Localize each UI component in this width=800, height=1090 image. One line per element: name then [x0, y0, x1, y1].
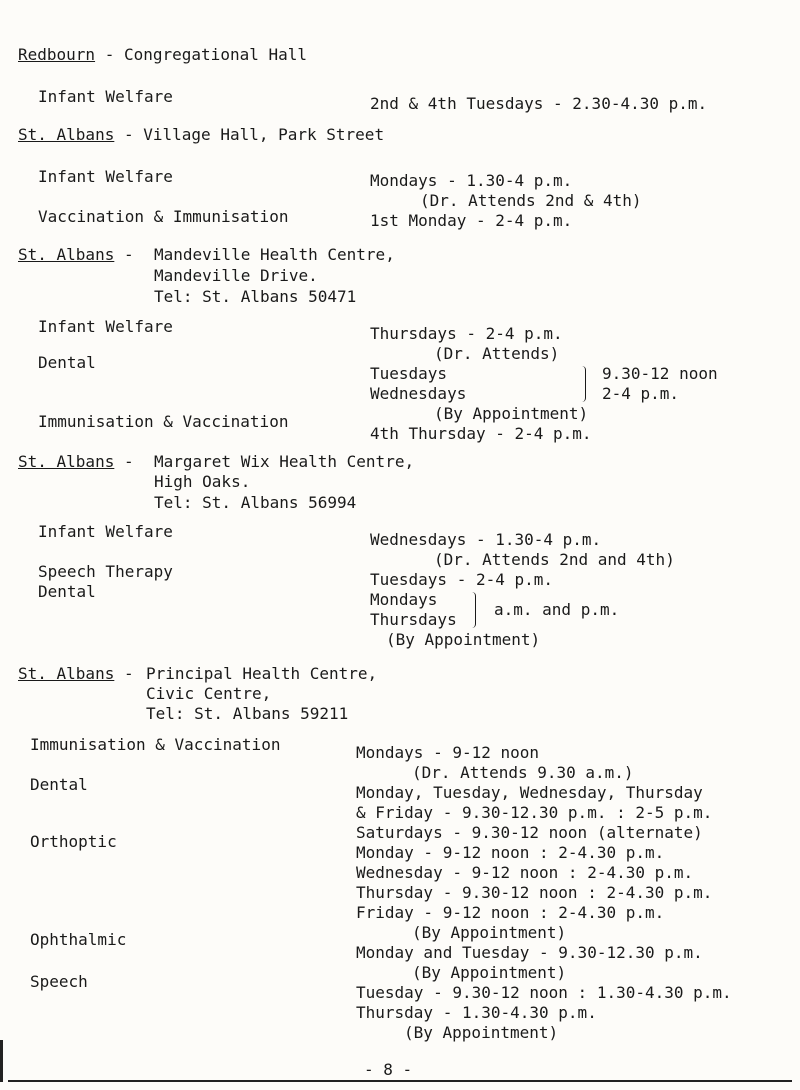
place-name: St. Albans — [18, 245, 115, 264]
schedule-line: (By Appointment) — [404, 1023, 559, 1042]
service-label: Speech — [30, 972, 88, 991]
section-heading-principal-health-centre — [18, 664, 134, 684]
schedule-line: (By Appointment) — [412, 923, 567, 942]
section-heading-mandeville — [18, 245, 134, 265]
page-number: - 8 - — [364, 1060, 413, 1079]
dash: - — [104, 45, 115, 64]
venue-line: Principal Health Centre, — [146, 664, 378, 683]
service-label: Infant Welfare — [38, 317, 173, 336]
service-label: Dental — [38, 353, 96, 372]
venue-name: Congregational Hall — [123, 45, 308, 64]
service-label: Infant Welfare — [38, 522, 173, 541]
service-label: Orthoptic — [30, 832, 117, 851]
venue-line: Margaret Wix Health Centre, — [154, 452, 415, 471]
service-label: Immunisation & Vaccination — [38, 412, 289, 431]
schedule-line: Tuesday - 9.30-12 noon : 1.30-4.30 p.m. — [356, 983, 732, 1002]
venue-name: Village Hall, Park Street — [143, 125, 385, 144]
venue-telephone: Tel: St. Albans 50471 — [154, 287, 357, 306]
schedule-line: Monday - 9-12 noon : 2-4.30 p.m. — [356, 843, 665, 862]
schedule-line: Saturdays - 9.30-12 noon (alternate) — [356, 823, 703, 842]
section-heading-margaret-wix — [18, 452, 134, 472]
schedule-line: Wednesdays - 1.30-4 p.m. — [370, 530, 602, 549]
schedule-line: Thursday - 9.30-12 noon : 2-4.30 p.m. — [356, 883, 713, 902]
bottom-rule — [8, 1080, 792, 1082]
schedule-line: (By Appointment) — [386, 630, 541, 649]
place-name: St. Albans — [18, 125, 115, 144]
dash: - — [123, 452, 134, 471]
schedule-line: Mondays - 9-12 noon — [356, 743, 540, 762]
schedule-line: (Dr. Attends 2nd & 4th) — [420, 191, 642, 210]
schedule-line: (Dr. Attends 9.30 a.m.) — [412, 763, 634, 782]
venue-line: Mandeville Drive. — [154, 266, 318, 285]
venue-line: High Oaks. — [154, 472, 251, 491]
schedule-line: a.m. and p.m. — [494, 600, 620, 619]
venue-line: Civic Centre, — [146, 684, 272, 703]
venue-telephone: Tel: St. Albans 56994 — [154, 493, 357, 512]
schedule-line: (Dr. Attends 2nd and 4th) — [434, 550, 675, 569]
schedule-line: (By Appointment) — [434, 404, 589, 423]
place-name: St. Albans — [18, 664, 115, 683]
schedule-line: Thursdays - 2-4 p.m. — [370, 324, 563, 343]
schedule-line: Monday, Tuesday, Wednesday, Thursday — [356, 783, 703, 802]
page-edge-mark — [0, 1040, 3, 1082]
dash: - — [123, 664, 134, 683]
dash: - — [123, 125, 134, 144]
service-label: Speech Therapy — [38, 562, 173, 581]
service-label: Vaccination & Immunisation — [38, 207, 289, 226]
schedule-line: 2nd & 4th Tuesdays - 2.30-4.30 p.m. — [370, 94, 708, 113]
brace — [580, 366, 586, 402]
schedule-line: Monday and Tuesday - 9.30-12.30 p.m. — [356, 943, 703, 962]
schedule-line: 4th Thursday - 2-4 p.m. — [370, 424, 592, 443]
section-heading-redbourn — [18, 45, 307, 65]
schedule-line: Thursdays — [370, 610, 457, 629]
service-label: Infant Welfare — [38, 167, 173, 186]
service-label: Dental — [38, 582, 96, 601]
schedule-line: Friday - 9-12 noon : 2-4.30 p.m. — [356, 903, 665, 922]
schedule-line: 2-4 p.m. — [602, 384, 680, 403]
place-name: Redbourn — [18, 45, 96, 64]
schedule-line: Tuesdays - 2-4 p.m. — [370, 570, 554, 589]
schedule-line: Thursday - 1.30-4.30 p.m. — [356, 1003, 597, 1022]
schedule-line: Wednesdays — [370, 384, 467, 403]
schedule-line: Tuesdays — [370, 364, 448, 383]
service-label: Ophthalmic — [30, 930, 127, 949]
place-name: St. Albans — [18, 452, 115, 471]
venue-line: Mandeville Health Centre, — [154, 245, 395, 264]
service-label: Dental — [30, 775, 88, 794]
schedule-line: 9.30-12 noon — [602, 364, 718, 383]
schedule-line: Mondays — [370, 590, 438, 609]
schedule-line: (Dr. Attends) — [434, 344, 560, 363]
dash: - — [123, 245, 134, 264]
schedule-line: Mondays - 1.30-4 p.m. — [370, 171, 573, 190]
schedule-line: Wednesday - 9-12 noon : 2-4.30 p.m. — [356, 863, 694, 882]
venue-telephone: Tel: St. Albans 59211 — [146, 704, 349, 723]
service-label: Infant Welfare — [38, 87, 173, 106]
section-heading-village-hall — [18, 125, 384, 145]
service-label: Immunisation & Vaccination — [30, 735, 281, 754]
brace — [470, 592, 476, 628]
schedule-line: (By Appointment) — [412, 963, 567, 982]
schedule-line: 1st Monday - 2-4 p.m. — [370, 211, 573, 230]
schedule-line: & Friday - 9.30-12.30 p.m. : 2-5 p.m. — [356, 803, 713, 822]
